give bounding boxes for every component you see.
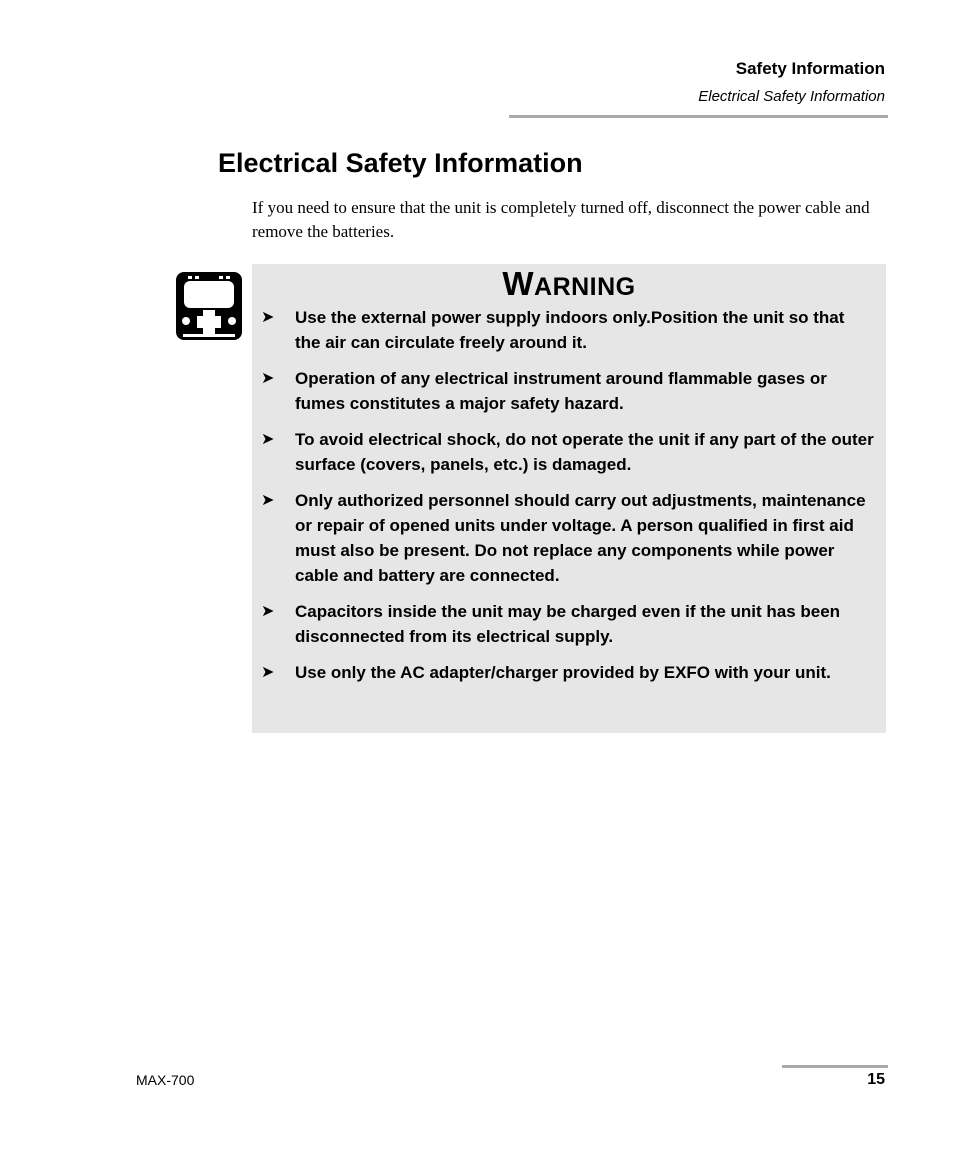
warning-title-rest: ARNING (534, 273, 636, 301)
running-header (698, 58, 885, 107)
list-item (252, 427, 886, 477)
running-header-chapter: Safety Information (735, 59, 885, 78)
page-number: 15 (867, 1071, 885, 1088)
arrow-bullet-icon: ➤ (261, 370, 275, 387)
list-item-text: Only authorized personnel should carry out adjustments, maintenance or repair of opened units under voltage. A person qualified in first aid must also be present. Do not replace any components while power cable and battery are connected. (295, 491, 866, 585)
footer-rule (782, 1065, 888, 1068)
list-item (252, 599, 886, 649)
warning-title (252, 266, 886, 305)
ambulance-warning-icon (175, 271, 243, 341)
intro-paragraph: If you need to ensure that the unit is completely turned off, disconnect the power cable and remove the batteries. (252, 198, 870, 241)
page-title: Electrical Safety Information (218, 148, 583, 178)
list-item-text: Operation of any electrical instrument around flammable gases or fumes constitutes a major safety hazard. (295, 369, 827, 413)
warning-box (252, 264, 886, 733)
list-item (252, 305, 886, 355)
header-rule (509, 115, 888, 118)
list-item-text: Use only the AC adapter/charger provided by EXFO with your unit. (295, 663, 831, 682)
arrow-bullet-icon: ➤ (261, 492, 275, 509)
list-item-text: Use the external power supply indoors only.Position the unit so that the air can circulate freely around it. (295, 308, 845, 352)
arrow-bullet-icon: ➤ (261, 664, 275, 681)
footer-product: MAX-700 (136, 1072, 195, 1088)
warning-title-initial: W (502, 265, 535, 302)
arrow-bullet-icon: ➤ (261, 603, 275, 620)
arrow-bullet-icon: ➤ (261, 309, 275, 326)
list-item-text: To avoid electrical shock, do not operate the unit if any part of the outer surface (covers, panels, etc.) is damaged. (295, 430, 874, 474)
running-header-section: Electrical Safety Information (698, 88, 885, 105)
warning-list (252, 305, 886, 696)
list-item-text: Capacitors inside the unit may be charged even if the unit has been disconnected from its electrical supply. (295, 602, 841, 646)
list-item (252, 660, 886, 685)
list-item (252, 488, 886, 588)
arrow-bullet-icon: ➤ (261, 431, 275, 448)
list-item (252, 366, 886, 416)
